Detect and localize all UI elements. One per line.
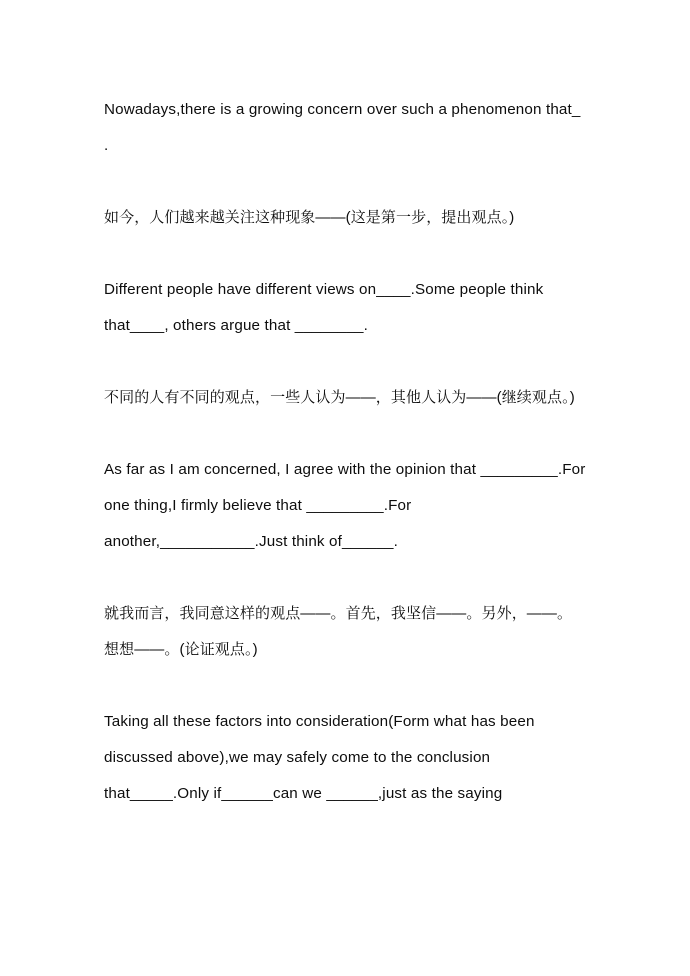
paragraph-chinese-views: 不同的人有不同的观点，一些人认为——，其他人认为——(继续观点。) [104,389,575,406]
paragraph-english-views: Different people have different views on____.Some people think that____, others argue that ________. [104,281,548,334]
paragraph-chinese-intro: 如今，人们越来越关注这种现象——(这是第一步，提出观点。) [104,209,515,226]
paragraph-chinese-opinion: 就我而言，我同意这样的观点——。首先，我坚信——。另外，——。想想——。(论证观点。) [104,605,573,658]
paragraph-english-conclusion: Taking all these factors into consideration(Form what has been discussed above),we may safely come to the conclusion that_____.Only if______can we ______,just as the saying [104,713,539,802]
paragraph-english-opinion: As far as I am concerned, I agree with the opinion that _________.For one thing,I firmly believe that _________.For another,___________.Just think of______. [104,461,590,550]
paragraph-english-intro: Nowadays,there is a growing concern over such a phenomenon that_ . [104,101,585,154]
document-text-body [104,92,590,812]
